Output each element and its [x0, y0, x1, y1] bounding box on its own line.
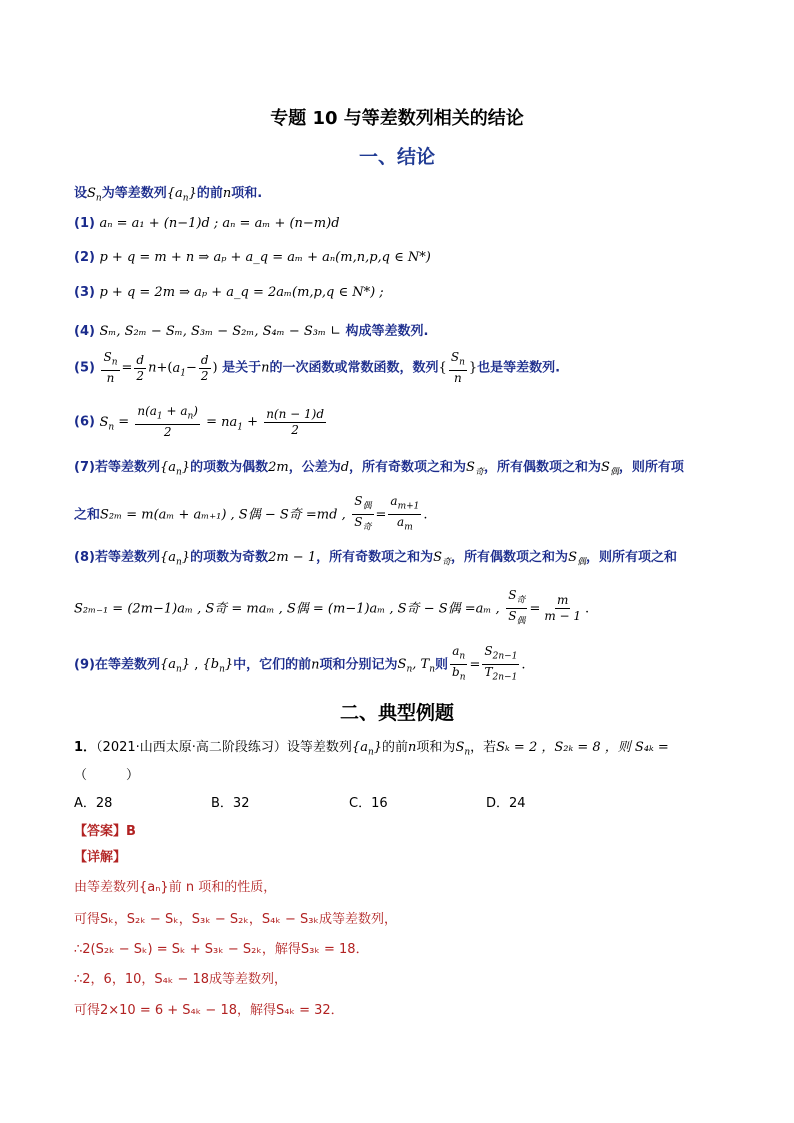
conclusion-7-text2: 的项数为偶数 — [190, 460, 269, 475]
question-1: 1．（2021·山西太原·高二阶段练习）设等差数列$\{a_n\}$的前n项和为$S_n$，若Sₖ = 2 ，S₂ₖ = 8 ，则 S₄ₖ = — [74, 740, 669, 758]
conclusion-4 — [74, 320, 428, 339]
section-heading-conclusions: 一、结论 — [358, 146, 435, 168]
question-1-n: n — [408, 740, 417, 755]
conclusion-7-line2-formula: S₂ₘ = m(aₘ + aₘ₊₁) , S偶 − S奇 =md , — [100, 507, 346, 523]
intro-seq-sub: n — [182, 193, 189, 204]
page-title: 专题 10 与等差数列相关的结论 — [270, 108, 524, 129]
conclusion-8-text5: ，则所有项之和 — [585, 550, 677, 565]
intro-mid: 为等差数列 — [101, 186, 167, 201]
question-1-text1: 设等差数列 — [286, 740, 352, 755]
conclusion-7-2m: 2m — [268, 460, 289, 475]
question-1-condition: Sₖ = 2 ，S₂ₖ = 8 ，则 S₄ₖ = — [496, 740, 669, 755]
conclusion-7: (7)若等差数列$\{a_n\}$的项数为偶数2m，公差为d，所有奇数项之和为$S_奇$，所有偶数项之和为$S_偶$，则所有项 — [74, 460, 684, 478]
conclusion-5-text3: 也是等差数列. — [477, 360, 561, 376]
conclusion-4-text: 构成等差数列. — [345, 324, 429, 339]
conclusion-7-line2-text: 之和 — [74, 507, 101, 523]
intro-text: 设 — [74, 186, 88, 201]
conclusion-6-label: (6) — [74, 414, 95, 430]
conclusion-2-formula: p + q = m + n ⇒ aₚ + a_q = aₘ + aₙ(m,n,p,q ∈ N*) — [99, 250, 431, 265]
conclusion-8-text1: 若等差数列 — [94, 550, 160, 565]
conclusion-6: (6) $S_n$ = $\frac{n(a_1 + a_n)}{2}$ = $na_1$ + $\frac{n(n - 1)d}{2}$ — [74, 404, 325, 440]
conclusion-9-text4: 则 — [434, 657, 448, 673]
conclusion-7-line2: 之和S₂ₘ = m(aₘ + aₘ₊₁) , S偶 − S奇 =md , $\frac{S_偶}{S_奇}$ = $\frac{a_{m+1}}{a_m}$ . — [74, 494, 428, 536]
frac-odd-over-even: $\frac{S_奇}{S_偶}$ — [508, 588, 526, 627]
conclusion-1-formula: aₙ = a₁ + (n−1)d ; aₙ = aₘ + (n−m)d — [99, 216, 340, 231]
conclusion-8: (8)若等差数列$\{a_n\}$的项数为奇数2m − 1，所有奇数项之和为$S_奇$，所有偶数项之和为$S_偶$，则所有项之和 — [74, 550, 677, 568]
frac-s-over-t: $\frac{S_{2n-1}}{T_{2n-1}}$ — [484, 644, 518, 683]
section-heading-examples: 二、典型例题 — [339, 702, 454, 724]
conclusion-8-text3: ，所有奇数项之和为 — [316, 550, 434, 565]
frac-d-over-2b: $\frac{d}{2}$ — [200, 352, 209, 383]
conclusion-8-2m1: 2m − 1 — [268, 550, 317, 565]
question-1-source: （2021·山西太原·高二阶段练习） — [96, 740, 287, 755]
conclusion-7-label: (7) — [74, 460, 95, 475]
conclusion-9: (9)在等差数列$\{a_n\}$ , $\{b_n\}$中，它们的前n项和分别记为$S_n$, $T_n$则 $\frac{a_n}{b_n}$ = $\frac{S_{2n-1}}{T_{2n-1}}$ . — [74, 644, 526, 686]
conclusion-2-label: (2) — [74, 250, 95, 265]
conclusion-1-label: (1) — [74, 216, 95, 231]
choice-b[interactable]: B．32 — [211, 796, 250, 811]
conclusion-8-line2-formula: S₂ₘ₋₁ = (2m−1)aₘ , S奇 = maₘ , S偶 = (m−1)aₘ , S奇 − S偶 =aₘ , — [74, 601, 500, 617]
conclusion-9-text2: 中，它们的前 — [233, 657, 312, 673]
conclusion-7-text3: ，公差为 — [288, 460, 341, 475]
conclusion-2 — [74, 250, 431, 265]
frac-am1-over-am: $\frac{a_{m+1}}{a_m}$ — [390, 494, 420, 533]
conclusion-5: (5) $\frac{S_n}{n}$ = $\frac{d}{2}$ $n+(a_1-$ $\frac{d}{2}$ ) 是关于n的一次函数或常数函数，数列{ $\frac{S_n}{n}$ }也是等差数列. — [74, 350, 561, 386]
conclusion-7-d: d — [340, 460, 350, 475]
conclusion-5-label: (5) — [74, 360, 95, 376]
intro-line — [74, 182, 262, 204]
conclusion-9-n: n — [311, 657, 320, 673]
choice-a[interactable]: A．28 — [74, 796, 113, 811]
question-1-text2: 的前 — [382, 740, 409, 755]
solution-line-3: ∴2(S₂ₖ − Sₖ) = Sₖ + S₃ₖ − S₂ₖ，解得S₃ₖ = 18． — [74, 942, 369, 957]
conclusion-5-text1: 是关于 — [222, 360, 262, 376]
intro-n: n — [222, 186, 232, 201]
intro-end: 的前 — [196, 186, 223, 201]
intro-sn: S — [87, 186, 96, 201]
question-1-number: 1． — [74, 740, 97, 755]
conclusion-9-text1: 在等差数列 — [94, 657, 160, 673]
conclusion-8-text4: ，所有偶数项之和为 — [451, 550, 569, 565]
frac-m-over-m1: $\frac{m}{m - 1}$ — [544, 593, 582, 624]
solution-line-1: 由等差数列{aₙ}前 n 项和的性质， — [74, 880, 277, 895]
frac-even-over-odd: $\frac{S_偶}{S_奇}$ — [354, 494, 372, 533]
choice-d[interactable]: D．24 — [486, 796, 526, 811]
conclusion-3-label: (3) — [74, 285, 95, 300]
intro-seq: {a — [166, 186, 183, 201]
conclusion-7-text4: ，所有奇数项之和为 — [349, 460, 467, 475]
conclusion-7-text6: ，则所有项 — [618, 460, 684, 475]
solution-line-5: 可得2×10 = 6 + S₄ₖ − 18，解得S₄ₖ = 32． — [74, 1003, 344, 1018]
conclusion-8-text2: 的项数为奇数 — [190, 550, 269, 565]
frac-sn-over-n-seq: $\frac{S_n}{n}$ — [450, 350, 465, 386]
conclusion-4-formula: Sₘ, S₂ₘ − Sₘ, S₃ₘ − S₂ₘ, S₄ₘ − S₃ₘ ∟ — [99, 324, 341, 339]
solution-line-4: ∴2，6，10，S₄ₖ − 18成等差数列， — [74, 972, 288, 987]
question-1-text4: ，若 — [470, 740, 497, 755]
conclusion-5-n: n — [261, 360, 270, 376]
solution-line-2: 可得Sₖ，S₂ₖ − Sₖ，S₃ₖ − S₂ₖ，S₄ₖ − S₃ₖ成等差数列， — [74, 912, 398, 927]
frac-an-over-bn: $\frac{a_n}{b_n}$ — [452, 644, 466, 683]
frac-d-over-2: $\frac{d}{2}$ — [136, 352, 145, 383]
intro-tail: 项和. — [231, 186, 263, 201]
conclusion-4-label: (4) — [74, 324, 95, 339]
choice-c[interactable]: C．16 — [349, 796, 388, 811]
answer-label: 【答案】B — [74, 824, 136, 839]
conclusion-7-text1: 若等差数列 — [94, 460, 160, 475]
conclusion-3 — [74, 285, 384, 300]
conclusion-7-text5: ，所有偶数项之和为 — [483, 460, 601, 475]
question-1-paren: （ ） — [74, 768, 140, 783]
frac-sn-over-n: $\frac{S_n}{n}$ — [103, 350, 118, 386]
intro-sn-sub: n — [95, 193, 102, 204]
conclusion-9-text3: 项和分别记为 — [319, 657, 398, 673]
conclusion-5-text2: 的一次函数或常数函数，数列 — [269, 360, 439, 376]
conclusion-9-label: (9) — [74, 657, 95, 673]
intro-seq-end: } — [188, 186, 197, 201]
conclusion-3-formula: p + q = 2m ⇒ aₚ + a_q = 2aₘ(m,p,q ∈ N*) ; — [99, 285, 384, 300]
conclusion-1 — [74, 216, 340, 231]
conclusion-8-label: (8) — [74, 550, 95, 565]
frac-sum-formula: $\frac{n(a_1 + a_n)}{2}$ — [137, 404, 198, 440]
frac-sum-formula-2: $\frac{n(n - 1)d}{2}$ — [266, 406, 325, 437]
question-1-text3: 项和为 — [416, 740, 456, 755]
conclusion-8-line2: S₂ₘ₋₁ = (2m−1)aₘ , S奇 = maₘ , S偶 = (m−1)aₘ , S奇 − S偶 =aₘ , $\frac{S_奇}{S_偶}$ = $\frac{m}{m - 1}$ . — [74, 588, 589, 630]
detail-label: 【详解】 — [74, 850, 127, 865]
